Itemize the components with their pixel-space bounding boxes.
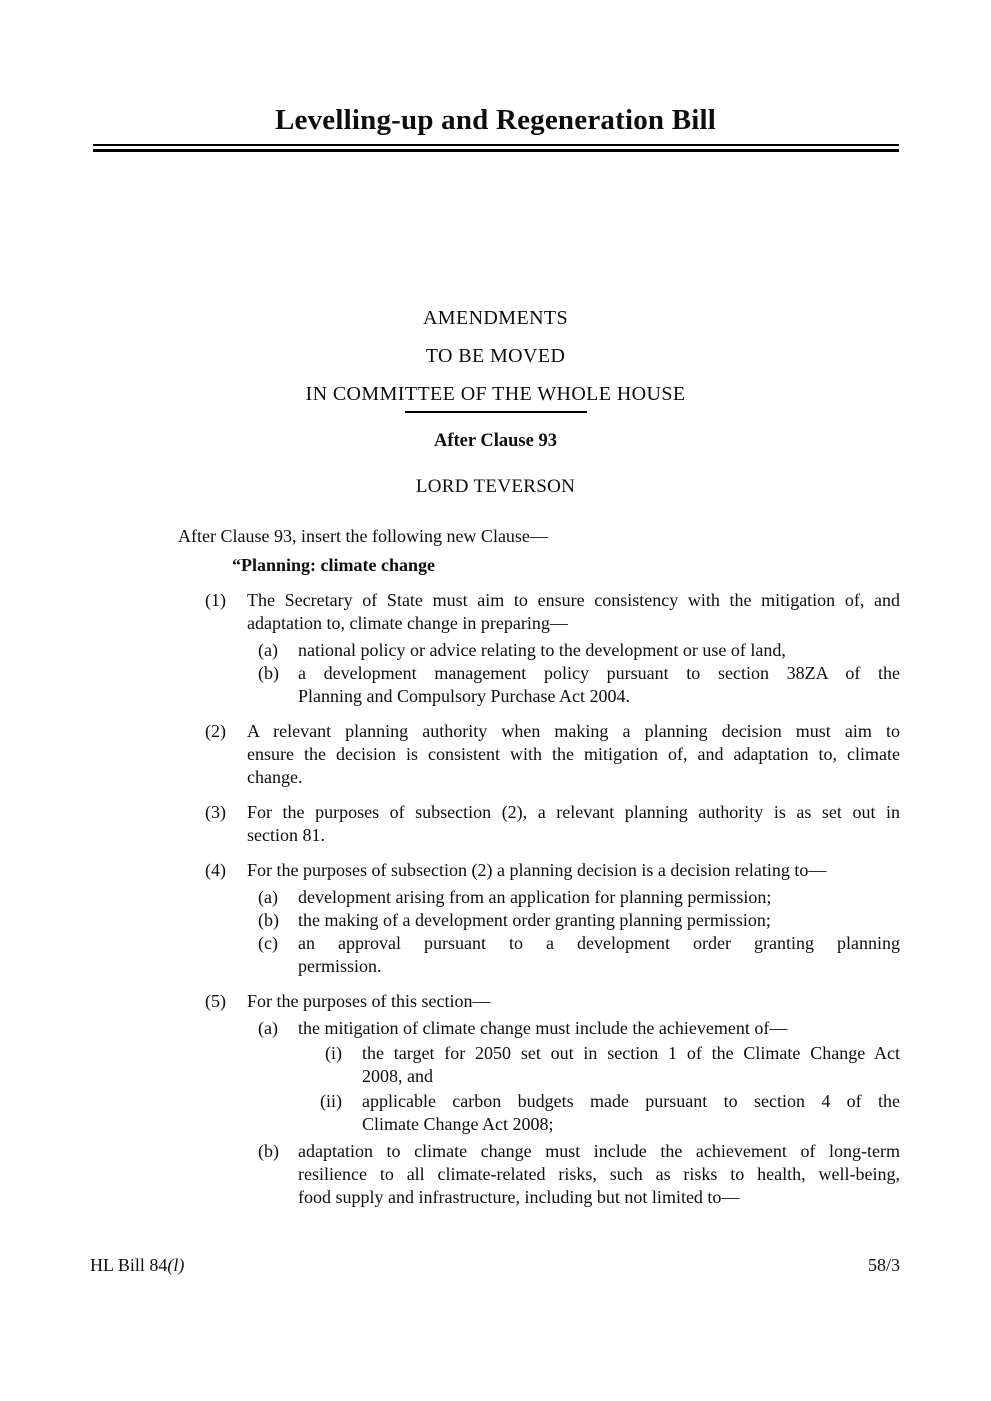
subparagraph-numeral: (ii): [320, 1091, 342, 1111]
text-line: 2008, and: [362, 1066, 433, 1086]
amendments-heading: AMENDMENTS: [422, 307, 569, 329]
subsection-1: [205, 589, 900, 635]
amendment-body: [90, 525, 900, 1209]
place-heading: After Clause 93: [434, 431, 557, 451]
paragraph-text: [298, 639, 900, 662]
paragraph-5b: [258, 1140, 900, 1209]
text-line: permission.: [298, 956, 382, 976]
text-line: change.: [247, 767, 303, 787]
subparagraph-numeral: (i): [325, 1043, 342, 1063]
paragraph-text: [298, 1017, 900, 1040]
subsection-2: [205, 720, 900, 789]
bill-number: [90, 1253, 184, 1277]
text-line: For the purposes of this section—: [247, 991, 491, 1011]
subsection-3: [205, 801, 900, 847]
text-line: the making of a development order granting planning permission;: [298, 910, 771, 930]
subsection-text: [247, 589, 900, 635]
mover-name: LORD TEVERSON: [415, 476, 576, 497]
subsection-text: [247, 720, 900, 789]
subsection-number: (1): [205, 590, 226, 610]
subsection-5: [205, 990, 900, 1013]
paragraph-5a: [258, 1017, 900, 1040]
text-line: The Secretary of State must aim to ensure consistency with the mitigation of, and: [247, 590, 900, 610]
paragraph-4b: [258, 909, 900, 932]
text-line: the mitigation of climate change must include the achievement of—: [298, 1018, 788, 1038]
text-line: section 81.: [247, 825, 325, 845]
paragraph-letter: (a): [258, 640, 278, 660]
subparagraph-text: [362, 1090, 900, 1136]
text-line: Climate Change Act 2008;: [362, 1114, 554, 1134]
paragraph-text: [298, 1140, 900, 1209]
subsection-number: (4): [205, 860, 226, 880]
subparagraph-5a-ii: [290, 1090, 900, 1136]
committee-heading: IN COMMITTEE OF THE WHOLE HOUSE: [305, 383, 686, 405]
masthead-double-rule: [93, 144, 899, 152]
amendment-intro: After Clause 93, insert the following new Clause—: [178, 526, 548, 546]
to-be-moved-heading: TO BE MOVED: [425, 345, 566, 367]
paragraph-letter: (c): [258, 933, 278, 953]
paragraph-letter: (b): [258, 663, 279, 683]
text-line: a development management policy pursuant to section 38ZA of the: [298, 663, 900, 683]
text-line: For the purposes of subsection (2), a relevant planning authority is as set out in: [247, 802, 900, 822]
text-line: an approval pursuant to a development order granting planning: [298, 933, 900, 953]
subparagraph-text: [362, 1042, 900, 1088]
paragraph-4c: [258, 932, 900, 978]
subparagraph-5a-i: [290, 1042, 900, 1088]
text-line: Planning and Compulsory Purchase Act 2004.: [298, 686, 630, 706]
paragraph-1b: [258, 662, 900, 708]
page-footer: [90, 1253, 900, 1277]
paragraph-text: [298, 886, 900, 909]
subsection-number: (5): [205, 991, 226, 1011]
subsection-text: [247, 859, 900, 882]
page-ref: 58/3: [867, 1255, 900, 1275]
paragraph-letter: (a): [258, 1018, 278, 1038]
bill-title: Levelling-up and Regeneration Bill: [274, 104, 717, 136]
text-line: ensure the decision is consistent with the mitigation of, and adaptation to, climate: [247, 744, 900, 764]
text-line: development arising from an application for planning permission;: [298, 887, 772, 907]
text-line: A relevant planning authority when making a planning decision must aim to: [247, 721, 900, 741]
bill-number-suffix: (l): [167, 1255, 185, 1275]
text-line: adaptation to, climate change in preparing—: [247, 613, 568, 633]
text-line: national policy or advice relating to the development or use of land,: [298, 640, 786, 660]
paragraph-letter: (b): [258, 1141, 279, 1161]
subsection-number: (3): [205, 802, 226, 822]
bill-number-text: HL Bill 84: [90, 1255, 168, 1275]
text-line: adaptation to climate change must include the achievement of long-term: [298, 1141, 900, 1161]
paragraph-4a: [258, 886, 900, 909]
new-clause-title: “Planning: climate change: [232, 555, 435, 575]
paragraph-text: [298, 909, 900, 932]
text-line: the target for 2050 set out in section 1 of the Climate Change Act: [362, 1043, 900, 1063]
paragraph-letter: (b): [258, 910, 279, 930]
subsection-4: [205, 859, 900, 882]
text-line: For the purposes of subsection (2) a planning decision is a decision relating to—: [247, 860, 827, 880]
subsection-text: [247, 990, 900, 1013]
paragraph-text: [298, 932, 900, 978]
text-line: applicable carbon budgets made pursuant to section 4 of the: [362, 1091, 900, 1111]
subsection-number: (2): [205, 721, 226, 741]
paragraph-text: [298, 662, 900, 708]
paragraph-1a: [258, 639, 900, 662]
text-line: resilience to all climate-related risks, such as risks to health, well-being,: [298, 1164, 900, 1184]
subsection-text: [247, 801, 900, 847]
text-line: food supply and infrastructure, including but not limited to—: [298, 1187, 740, 1207]
paragraph-letter: (a): [258, 887, 278, 907]
heading-rule: [405, 411, 587, 413]
